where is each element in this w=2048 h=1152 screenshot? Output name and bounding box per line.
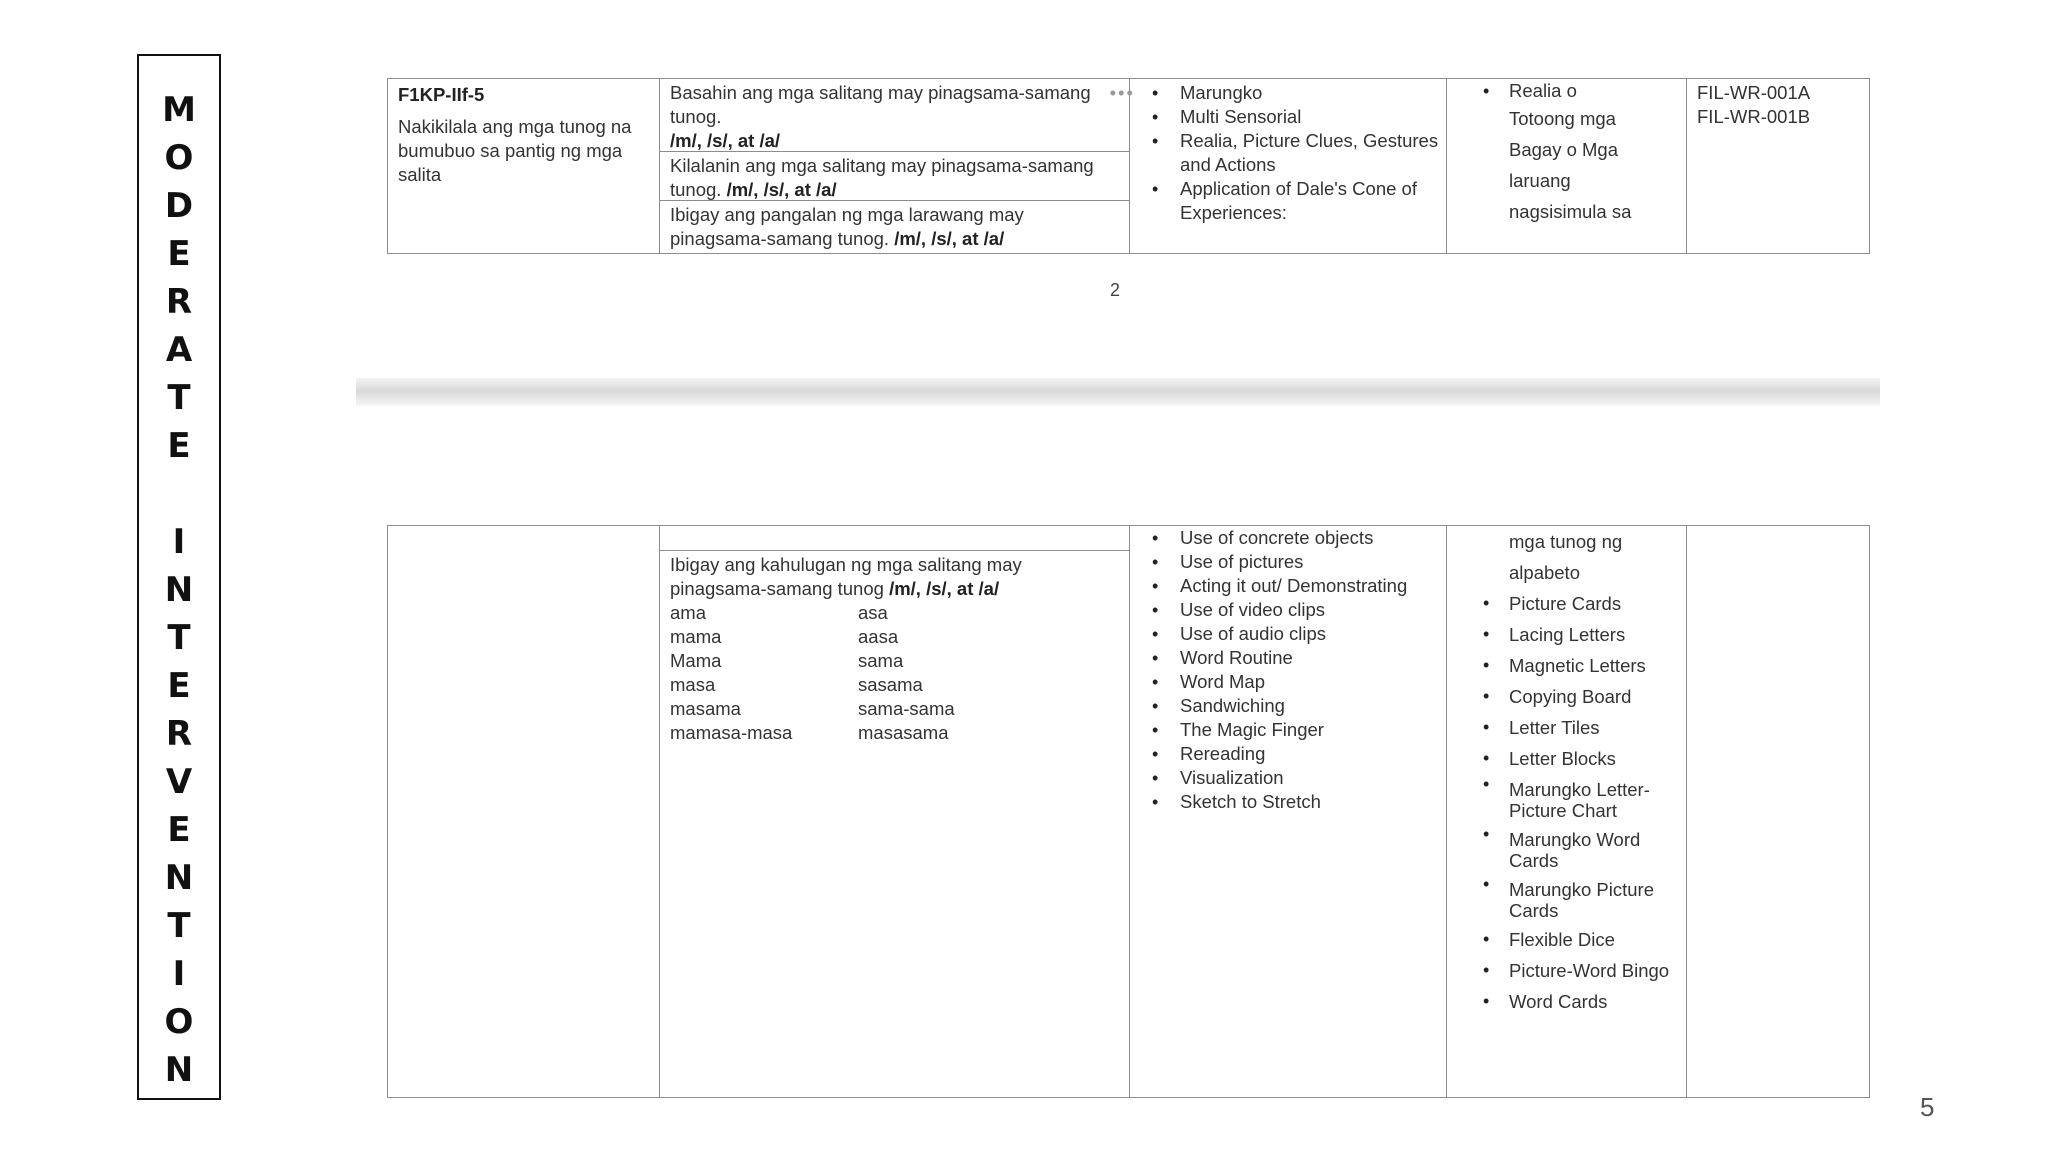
banner-letter: R: [165, 714, 193, 754]
material-item: • Marungko Word Cards: [1447, 824, 1686, 874]
word-pair-item: masasama: [858, 722, 949, 743]
material-item: • Magnetic Letters: [1447, 650, 1686, 681]
banner-letter: T: [167, 378, 191, 418]
task-item: Basahin ang mga salitang may pinagsama-samang tunog. /m/, /s/, at /a/ •••: [660, 79, 1129, 152]
material-continuation: Totoong mga: [1509, 108, 1616, 129]
strategies-cell: [1130, 79, 1447, 254]
banner-letter: T: [167, 618, 191, 658]
word-pair-item: Mama: [670, 650, 722, 671]
banner-letter: E: [167, 426, 191, 466]
material-item: • Picture-Word Bingo: [1447, 955, 1686, 986]
material-item: • Realia o: [1447, 79, 1686, 103]
word-pair-item: masama: [670, 698, 741, 719]
material-continuation: Bagay o Mga: [1509, 139, 1619, 160]
strategy-item: • Use of concrete objects: [1130, 526, 1446, 550]
banner-letter: R: [165, 282, 193, 322]
materials-list: [1447, 588, 1686, 1017]
word-pair-item: sama: [858, 650, 904, 671]
material-continuation: alpabeto: [1509, 562, 1580, 583]
empty-row-divider: [660, 526, 1129, 551]
material-item: • Letter Tiles: [1447, 712, 1686, 743]
material-continuation: nagsisimula sa: [1509, 201, 1632, 222]
material-item: • Word Cards: [1447, 986, 1686, 1017]
competency-code: F1KP-IIf-5: [398, 84, 485, 105]
materials-cell: [1447, 79, 1687, 254]
material-item: • Copying Board: [1447, 681, 1686, 712]
material-item: • Marungko Letter-Picture Chart: [1447, 774, 1686, 824]
strategy-item: • Marungko: [1130, 81, 1446, 105]
banner-letter: E: [167, 234, 191, 274]
resource-code: FIL-WR-001A: [1697, 82, 1811, 103]
word-pair-item: mama: [670, 626, 722, 647]
strategy-item: • Sketch to Stretch: [1130, 790, 1446, 814]
document-page-number: 2: [1109, 280, 1120, 300]
strategy-item: • Visualization: [1130, 766, 1446, 790]
task-item: Ibigay ang pangalan ng mga larawang may pinagsama-samang tunog. /m/, /s/, at /a/: [670, 204, 1024, 249]
banner-letter: V: [165, 762, 193, 802]
material-continuation: laruang: [1509, 170, 1571, 191]
banner-letter: T: [167, 906, 191, 946]
strategy-item: • Use of video clips: [1130, 598, 1446, 622]
word-pair-item: asa: [858, 602, 888, 623]
competency-cell-empty: [388, 526, 660, 1098]
materials-cell: [1447, 526, 1687, 1098]
word-pair-item: aasa: [858, 626, 899, 647]
task-text: Ibigay ang kahulugan ng mga salitang may pinagsama-samang tunog /m/, /s/, at /a/: [670, 554, 1022, 599]
word-pair-item: ama: [670, 602, 706, 623]
side-banner-moderate-intervention: [137, 54, 221, 1100]
material-item: • Lacing Letters: [1447, 619, 1686, 650]
strategies-list: [1130, 526, 1446, 814]
banner-letter: A: [165, 330, 193, 370]
material-item: • Flexible Dice: [1447, 924, 1686, 955]
resource-codes-cell-empty: [1687, 526, 1870, 1098]
competency-description: Nakikilala ang mga tunog na bumubuo sa pantig ng mga salita: [398, 116, 632, 185]
banner-letter: O: [164, 138, 194, 178]
strategy-item: • Use of audio clips: [1130, 622, 1446, 646]
banner-letter: D: [164, 186, 194, 226]
material-item: • Picture Cards: [1447, 588, 1686, 619]
banner-letter: I: [172, 954, 186, 994]
task-item: Kilalanin ang mga salitang may pinagsama-samang tunog. /m/, /s/, at /a/: [660, 152, 1129, 201]
strategy-item: • Word Routine: [1130, 646, 1446, 670]
strategy-item: • Rereading: [1130, 742, 1446, 766]
word-pairs-list: [670, 601, 1119, 745]
banner-letter: M: [162, 90, 196, 130]
word-pair-item: sasama: [858, 674, 923, 695]
ellipsis-mark: •••: [1109, 82, 1135, 103]
material-item: • Marungko Picture Cards: [1447, 874, 1686, 924]
page-break-divider: [356, 378, 1880, 406]
resource-code: FIL-WR-001B: [1697, 106, 1811, 127]
strategy-item: • Realia, Picture Clues, Gestures and Actions: [1130, 129, 1446, 177]
strategy-item: • Sandwiching: [1130, 694, 1446, 718]
material-continuation: mga tunog ng: [1509, 531, 1623, 552]
tasks-cell: [660, 79, 1135, 254]
strategy-item: • Acting it out/ Demonstrating: [1130, 574, 1446, 598]
banner-letter: O: [164, 1002, 194, 1042]
word-pair-item: mamasa-masa: [670, 722, 793, 743]
strategies-cell: [1130, 526, 1447, 1098]
competency-cell: [388, 79, 660, 254]
strategy-item: • Multi Sensorial: [1130, 105, 1446, 129]
strategy-item: • Application of Dale's Cone of Experiences:: [1130, 177, 1446, 225]
banner-letter: E: [167, 810, 191, 850]
word-pair-item: masa: [670, 674, 716, 695]
banner-letter: E: [167, 666, 191, 706]
banner-letter: N: [164, 858, 194, 898]
banner-letter: N: [164, 570, 194, 610]
bottom-curriculum-table: [387, 525, 1870, 1098]
material-item: • Letter Blocks: [1447, 743, 1686, 774]
strategy-item: • Use of pictures: [1130, 550, 1446, 574]
word-pair-item: sama-sama: [858, 698, 955, 719]
tasks-cell: [660, 526, 1130, 1098]
strategy-item: • Word Map: [1130, 670, 1446, 694]
banner-letter: [139, 474, 219, 514]
top-curriculum-table: [387, 78, 1870, 254]
banner-letter: I: [172, 522, 186, 562]
banner-letter: N: [164, 1050, 194, 1090]
resource-codes-cell: [1687, 79, 1870, 254]
strategy-item: • The Magic Finger: [1130, 718, 1446, 742]
slide-number: 5: [1920, 1092, 1935, 1122]
